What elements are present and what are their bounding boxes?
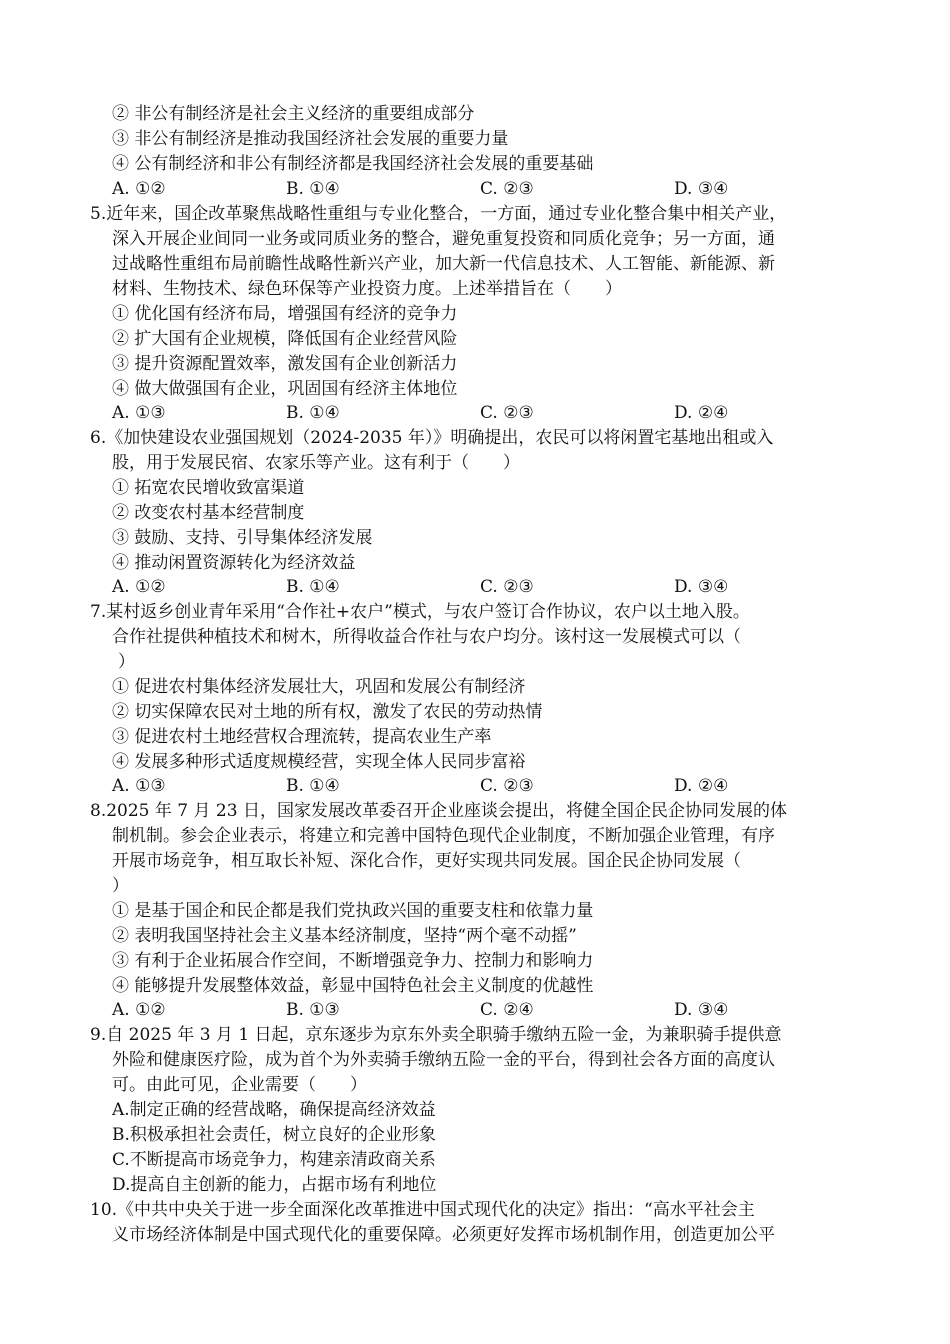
- q8-statement-2: ② 表明我国坚持社会主义基本经济制度，坚持“两个毫不动摇”: [112, 926, 577, 946]
- q6-option-a: A. ①②: [112, 577, 166, 597]
- q9-choice-d: D.提高自主创新的能力，占据市场有利地位: [112, 1175, 437, 1195]
- q7-option-b: B. ①④: [286, 776, 340, 796]
- q8-options: [0, 998, 950, 1022]
- q4-option-b: B. ①④: [286, 179, 340, 199]
- q5-option-a: A. ①③: [112, 403, 166, 423]
- q8-option-d: D. ③④: [674, 1000, 729, 1020]
- q8-option-b: B. ①③: [286, 1000, 340, 1020]
- q9-stem-line-1: 9.自 2025 年 3 月 1 日起，京东逐步为京东外卖全职骑手缴纳五险一金，为兼职骑手提供意: [90, 1025, 782, 1045]
- q5-option-d: D. ②④: [674, 403, 729, 423]
- q8-statement-4: ④ 能够提升发展整体效益，彰显中国特色社会主义制度的优越性: [112, 976, 594, 996]
- q6-option-d: D. ③④: [674, 577, 729, 597]
- q4-options: [0, 177, 950, 201]
- q7-stem-line-2: 合作社提供种植技术和树木，所得收益合作社与农户均分。该村这一发展模式可以（: [112, 627, 741, 647]
- q6-statement-1: ① 拓宽农民增收致富渠道: [112, 478, 305, 498]
- q6-stem-line-2: 股，用于发展民宿、农家乐等产业。这有利于（ ）: [112, 453, 520, 473]
- q8-stem-line-3: 开展市场竞争，相互取长补短、深化合作，更好实现共同发展。国企民企协同发展（: [112, 851, 741, 871]
- q8-statement-1: ① 是基于国企和民企都是我们党执政兴国的重要支柱和依靠力量: [112, 901, 594, 921]
- q7-option-a: A. ①③: [112, 776, 166, 796]
- q6-statement-4: ④ 推动闲置资源转化为经济效益: [112, 553, 356, 573]
- q7-statement-1: ① 促进农村集体经济发展壮大，巩固和发展公有制经济: [112, 677, 526, 697]
- q4-option-a: A. ①②: [112, 179, 166, 199]
- q4-option-c: C. ②③: [480, 179, 534, 199]
- q5-option-b: B. ①④: [286, 403, 340, 423]
- q5-stem-line-4: 材料、生物技术、绿色环保等产业投资力度。上述举措旨在（ ）: [112, 279, 622, 299]
- q9-stem-line-2: 外险和健康医疗险，成为首个为外卖骑手缴纳五险一金的平台，得到社会各方面的高度认: [112, 1050, 775, 1070]
- q5-statement-1: ① 优化国有经济布局，增强国有经济的竞争力: [112, 304, 458, 324]
- q6-option-b: B. ①④: [286, 577, 340, 597]
- q8-option-c: C. ②④: [480, 1000, 534, 1020]
- q7-statement-2: ② 切实保障农民对土地的所有权，激发了农民的劳动热情: [112, 702, 543, 722]
- q9-choice-c: C.不断提高市场竞争力，构建亲清政商关系: [112, 1150, 436, 1170]
- q10-stem-line-1: 10.《中共中央关于进一步全面深化改革推进中国式现代化的决定》指出：“高水平社会主: [90, 1200, 755, 1220]
- q5-stem-line-2: 深入开展企业间同一业务或同质业务的整合，避免重复投资和同质化竞争；另一方面，通: [112, 229, 775, 249]
- q7-statement-4: ④ 发展多种形式适度规模经营，实现全体人民同步富裕: [112, 752, 526, 772]
- q6-statement-3: ③ 鼓励、支持、引导集体经济发展: [112, 528, 373, 548]
- q6-options: [0, 575, 950, 599]
- q8-stem-line-2: 制机制。参会企业表示，将建立和完善中国特色现代企业制度，不断加强企业管理，有序: [112, 826, 775, 846]
- q5-option-c: C. ②③: [480, 403, 534, 423]
- q7-options: [0, 774, 950, 798]
- q5-stem-line-3: 过战略性重组布局前瞻性战略性新兴产业，加大新一代信息技术、人工智能、新能源、新: [112, 254, 775, 274]
- q7-option-d: D. ②④: [674, 776, 729, 796]
- q8-statement-3: ③ 有利于企业拓展合作空间，不断增强竞争力、控制力和影响力: [112, 951, 594, 971]
- q4-statement-2: ② 非公有制经济是社会主义经济的重要组成部分: [112, 104, 475, 124]
- q9-stem-line-3: 可。由此可见，企业需要（ ）: [112, 1075, 367, 1095]
- q5-options: [0, 401, 950, 425]
- q4-option-d: D. ③④: [674, 179, 729, 199]
- q8-option-a: A. ①②: [112, 1000, 166, 1020]
- q7-stem-line-1: 7.某村返乡创业青年采用“合作社+农户”模式，与农户签订合作协议，农户以土地入股。: [90, 602, 750, 622]
- q7-statement-3: ③ 促进农村土地经营权合理流转，提高农业生产率: [112, 727, 492, 747]
- q8-stem-line-4: ）: [112, 876, 129, 896]
- q7-option-c: C. ②③: [480, 776, 534, 796]
- q9-choice-b: B.积极承担社会责任，树立良好的企业形象: [112, 1125, 436, 1145]
- q9-choice-a: A.制定正确的经营战略，确保提高经济效益: [112, 1100, 436, 1120]
- q10-stem-line-2: 义市场经济体制是中国式现代化的重要保障。必须更好发挥市场机制作用，创造更加公平: [112, 1225, 775, 1245]
- q5-statement-2: ② 扩大国有企业规模，降低国有企业经营风险: [112, 329, 458, 349]
- q6-option-c: C. ②③: [480, 577, 534, 597]
- q5-stem-line-1: 5.近年来，国企改革聚焦战略性重组与专业化整合，一方面，通过专业化整合集中相关产业，: [90, 204, 787, 224]
- q5-statement-3: ③ 提升资源配置效率，激发国有企业创新活力: [112, 354, 458, 374]
- q6-stem-line-1: 6.《加快建设农业强国规划（2024-2035 年）》明确提出，农民可以将闲置宅基地出租或入: [90, 428, 774, 448]
- q8-stem-line-1: 8.2025 年 7 月 23 日，国家发展改革委召开企业座谈会提出，将健全国企民企协同发展的体: [90, 801, 787, 821]
- q7-stem-line-3: ）: [118, 652, 135, 672]
- q4-statement-3: ③ 非公有制经济是推动我国经济社会发展的重要力量: [112, 129, 509, 149]
- q4-statement-4: ④ 公有制经济和非公有制经济都是我国经济社会发展的重要基础: [112, 154, 594, 174]
- q5-statement-4: ④ 做大做强国有企业，巩固国有经济主体地位: [112, 379, 458, 399]
- q6-statement-2: ② 改变农村基本经营制度: [112, 503, 305, 523]
